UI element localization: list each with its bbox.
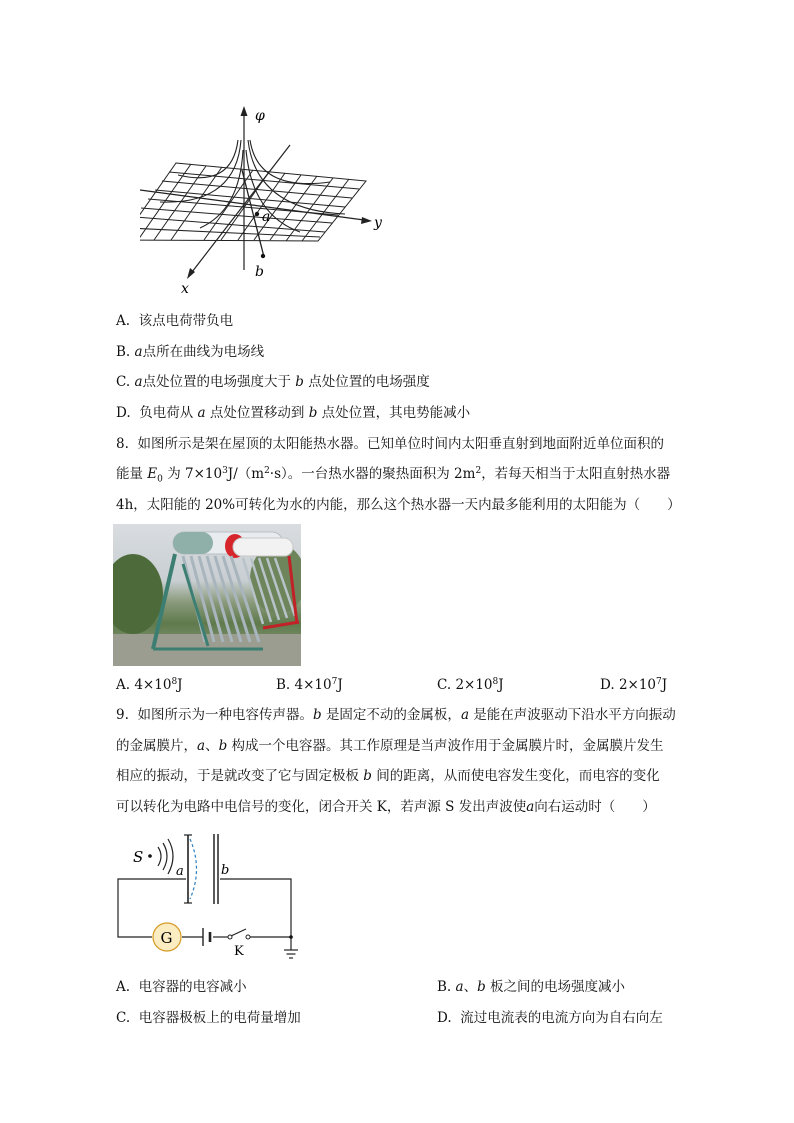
point-a-label: a (262, 209, 271, 225)
axis-phi-label: φ (255, 108, 265, 124)
q7-option-a[interactable]: A. 该点电荷带负电 (116, 313, 234, 329)
q9-stem-line1: 9. 如图所示为一种电容传声器。b 是固定不动的金属板，a 是能在声波驱动下沿水平方向振动 (116, 707, 676, 723)
switch-label: K (234, 944, 244, 959)
q9-option-a[interactable]: A. 电容器的电容减小 (116, 979, 247, 995)
membrane-vibration (190, 839, 197, 899)
solar-water-heater-photo (113, 524, 301, 666)
sound-source-dot (148, 854, 152, 858)
point-b-label: b (255, 264, 264, 280)
q8-stem-line3: 4h，太阳能的 20%可转化为水的内能，那么这个热水器一天内最多能利用的太阳能为（ ） (116, 497, 681, 513)
point-a-dot (255, 212, 259, 216)
axis-x-label: x (181, 281, 189, 297)
plate-b-label: b (221, 863, 230, 878)
q9-option-d[interactable]: D. 流过电流表的电流方向为自右向左 (437, 1010, 663, 1026)
q9-stem-line2: 的金属膜片，a、b 构成一个电容器。其工作原理是当声波作用于金属膜片时，金属膜片发生 (116, 738, 664, 754)
q8-option-b[interactable]: B. $4\times 10^7J$ (276, 677, 343, 693)
q9-option-b[interactable]: B. a、b 板之间的电场强度减小 (437, 979, 626, 995)
capacitor-microphone-circuit (110, 825, 310, 970)
potential-surface-figure (140, 100, 400, 300)
axis-y-label: y (374, 215, 382, 231)
q9-stem-line3: 相应的振动，于是就改变了它与固定极板 b 间的距离，从而使电容发生变化，而电容的变化 (116, 768, 660, 784)
q8-option-d[interactable]: D. $2\times 10^7J$ (600, 677, 668, 693)
q8-option-c[interactable]: C. $2\times 10^8J$ (437, 677, 504, 693)
q9-stem-line4: 可以转化为电路中电信号的变化，闭合开关 K，若声源 S 发出声波使a向右运动时（ ） (116, 799, 656, 815)
source-label: S (133, 848, 144, 866)
q7-option-d[interactable]: D. 负电荷从 a 点处位置移动到 b 点处位置，其电势能减小 (116, 405, 471, 421)
q9-option-c[interactable]: C. 电容器极板上的电荷量增加 (116, 1010, 301, 1026)
switch-contact (228, 935, 232, 939)
galvanometer-label: G (160, 929, 173, 947)
junction-dot (289, 935, 293, 939)
plate-a-label: a (176, 864, 184, 879)
switch-contact (246, 935, 250, 939)
q8-stem-line1: 8. 如图所示是架在屋顶的太阳能热水器。已知单位时间内太阳垂直射到地面附近单位面积的 (116, 436, 664, 452)
q7-option-c[interactable]: C. a点处位置的电场强度大于 b 点处位置的电场强度 (116, 374, 430, 390)
q8-option-a[interactable]: A. $4\times 10^8J$ (116, 677, 183, 693)
q8-stem-line2: 能量 $E_0$ 为 $7\times 10^3J/(m^2\cdot s)$。一台热水器的聚热面积为 $2m^2$，若每天相当于太阳直射热水器 (116, 466, 671, 485)
point-b-dot (261, 254, 265, 258)
q7-option-b[interactable]: B. a点所在曲线为电场线 (116, 344, 265, 360)
